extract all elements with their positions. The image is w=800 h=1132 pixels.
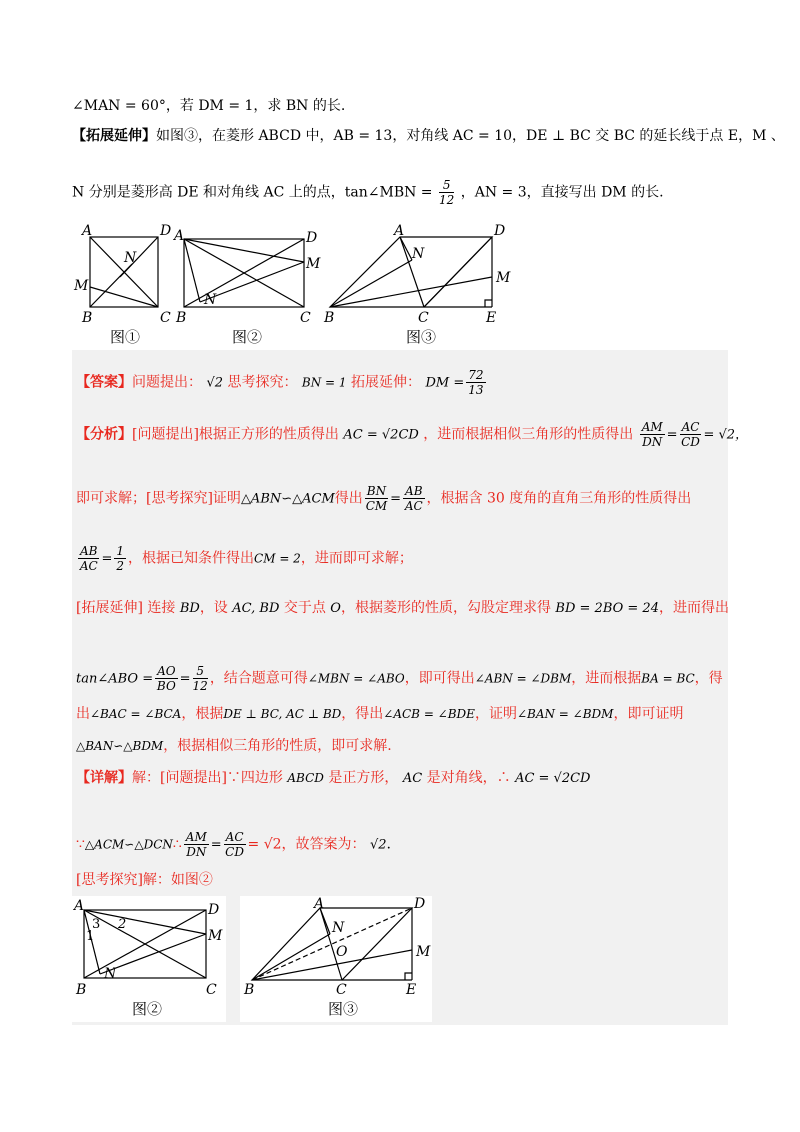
label-E: E xyxy=(486,310,497,326)
label-A: A xyxy=(82,223,93,239)
label-A: A xyxy=(394,223,405,239)
fig3-caption: 图③ xyxy=(406,328,437,346)
problem-text: ，AN = 3，直接写出 DM 的长. xyxy=(460,184,664,201)
analysis-line-6: 出∠BAC = ∠BCA，根据DE ⊥ BC, AC ⊥ BD，得出∠ACB = ∠BDE，证明∠BAN = ∠BDM，即可证明 xyxy=(76,706,684,722)
figures-bottom xyxy=(72,896,452,1022)
fraction: $\frac{5}{12}$ xyxy=(439,178,455,207)
label-B: B xyxy=(244,982,255,998)
label-M: M xyxy=(496,270,511,286)
problem-text: ∠MAN = 60°，若 DM = 1，求 BN 的长. xyxy=(72,98,346,114)
label-N: N xyxy=(412,246,425,262)
analysis-line-7: △BAN∽△BDM，根据相似三角形的性质，即可求解. xyxy=(76,738,392,754)
label-C: C xyxy=(300,310,311,326)
fig2-caption-bottom: 图② xyxy=(132,1000,163,1018)
answer-tag: 【答案】 xyxy=(76,374,132,391)
fig3-caption-bottom: 图③ xyxy=(328,1000,359,1018)
label-D: D xyxy=(494,223,506,239)
label-D: D xyxy=(160,223,172,239)
answer-value-c: DM = xyxy=(425,375,465,391)
label-B: B xyxy=(82,310,93,326)
problem-line-3 xyxy=(72,178,664,207)
label-B: B xyxy=(76,982,87,998)
detail-line-1: 【详解】解：[问题提出]∵四边形 ABCD 是正方形， AC 是对角线，∴ AC = √2CD xyxy=(76,770,591,786)
detail-tag: 【详解】 xyxy=(76,770,132,786)
angle-2: 2 xyxy=(118,917,127,932)
label-B: B xyxy=(324,310,335,326)
label-O: O xyxy=(336,944,348,960)
label-C: C xyxy=(336,982,347,998)
label-M: M xyxy=(208,928,223,944)
answer-value-b: BN = 1 xyxy=(301,375,347,390)
analysis-line-5: tan∠ABO = $\frac{AO}{BO}$ = $\frac{5}{12}$ ，结合题意可得∠MBN = ∠ABO，即可得出∠ABN = ∠DBM，进而根据BA = BC，得 xyxy=(76,664,723,693)
label-C: C xyxy=(206,982,217,998)
problem-text: N 分别是菱形高 DE 和对角线 AC 上的点，tan∠MBN = xyxy=(72,184,433,201)
answer-value-a: √2 xyxy=(206,375,224,391)
fig2-caption: 图② xyxy=(232,328,263,346)
answer-line: 【答案】问题提出： √2 思考探究： BN = 1 拓展延伸： DM = $\frac{72}{13}$ xyxy=(76,368,484,397)
label-M: M xyxy=(74,278,89,294)
label-A: A xyxy=(314,896,325,912)
label-N: N xyxy=(204,292,217,308)
figure-1-square xyxy=(90,237,158,307)
angle-1: 1 xyxy=(86,929,95,944)
label-D: D xyxy=(306,230,318,246)
label-D: D xyxy=(414,896,426,912)
problem-text: 如图③，在菱形 ABCD 中，AB = 13，对角线 AC = 10，DE ⊥ BC 交 BC 的延长线于点 E，M 、 xyxy=(156,128,785,144)
figures-top xyxy=(72,222,532,348)
label-N: N xyxy=(124,250,137,266)
analysis-tag: 【分析】 xyxy=(76,426,132,443)
label-M: M xyxy=(416,944,431,960)
detail-line-3: [思考探究]解：如图② xyxy=(76,872,213,888)
figure-2-rectangle xyxy=(184,239,304,307)
analysis-line-2: 即可求解；[思考探究]证明△ABN∽△ACM得出 $\frac{BN}{CM}$ = $\frac{AB}{AC}$ ，根据含 30 度角的直角三角形的性质得出 xyxy=(76,484,692,513)
analysis-line-3: $\frac{AB}{AC}$ = $\frac{1}{2}$ ，根据已知条件得出CM = 2，进而即可求解； xyxy=(79,544,413,573)
label-N: N xyxy=(332,920,345,936)
angle-3: 3 xyxy=(92,917,101,932)
label-N: N xyxy=(104,966,117,982)
label-A: A xyxy=(74,898,85,914)
fig1-caption: 图① xyxy=(110,328,141,346)
label-D: D xyxy=(208,902,220,918)
section-tag-extend: 【拓展延伸】 xyxy=(72,128,156,144)
analysis-line-4: [拓展延伸] 连接 BD，设 AC, BD 交于点 O，根据菱形的性质，勾股定理求得 BD = 2BO = 24，进而得出 xyxy=(76,600,729,616)
problem-line-2 xyxy=(72,126,785,146)
label-C: C xyxy=(418,310,429,326)
problem-line-1 xyxy=(72,96,345,116)
fraction: $\frac{72}{13}$ xyxy=(468,368,484,397)
label-E: E xyxy=(406,982,417,998)
label-A: A xyxy=(174,228,185,244)
figure-3-rhombus xyxy=(330,237,492,307)
analysis-line-1: 【分析】[问题提出]根据正方形的性质得出 AC = √2CD ，进而根据相似三角形的性质得出 $\frac{AM}{DN}$ = $\frac{AC}{CD}$ = √2， xyxy=(76,420,749,449)
label-B: B xyxy=(176,310,187,326)
detail-line-2: ∵△ACM∽△DCN∴ $\frac{AM}{DN}$ = $\frac{AC}{CD}$ = √2，故答案为： √2. xyxy=(76,830,391,859)
label-M: M xyxy=(306,256,321,272)
label-C: C xyxy=(160,310,171,326)
